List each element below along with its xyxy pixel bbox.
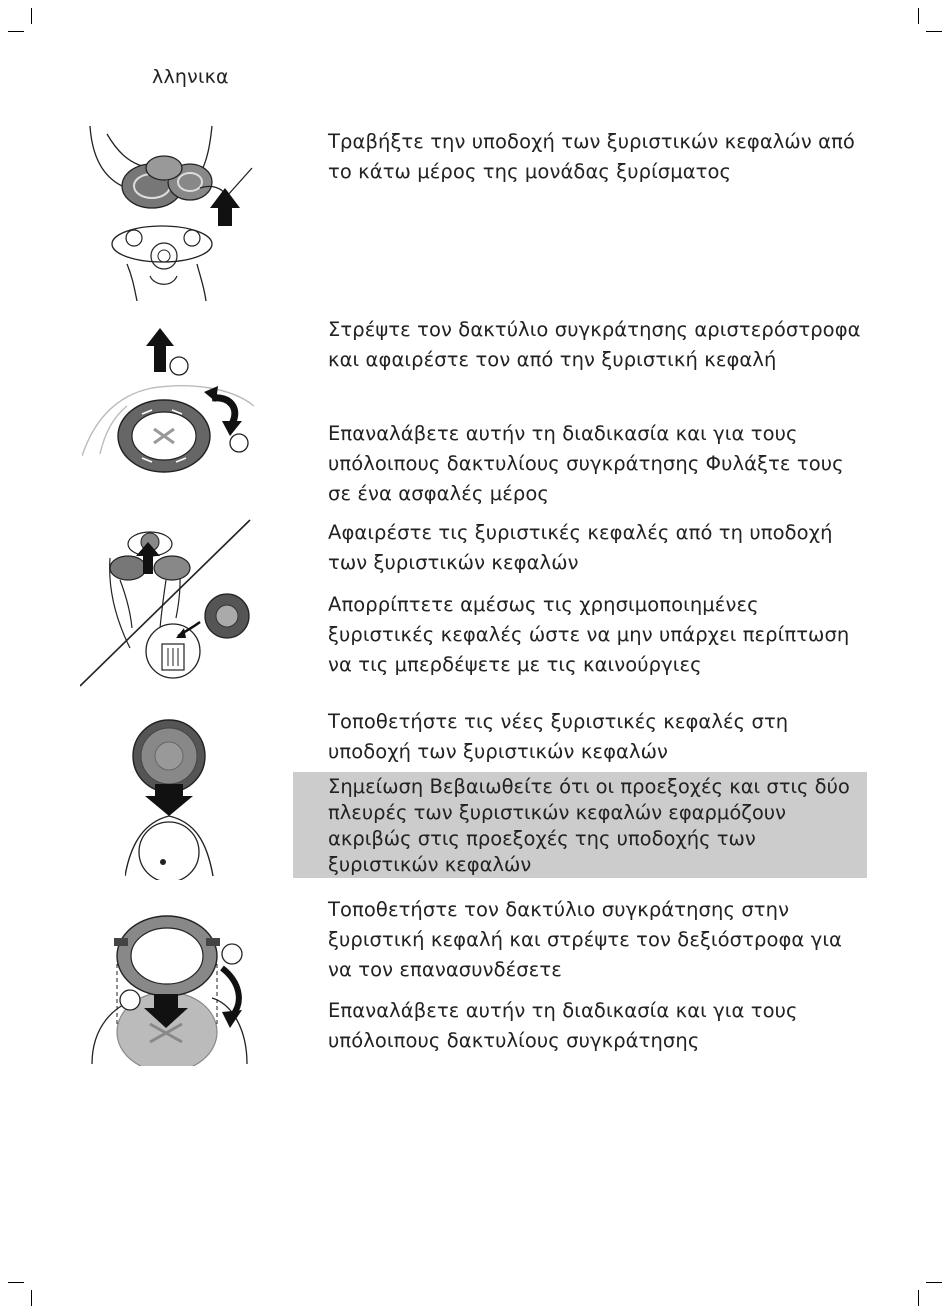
- crop-mark: [926, 1282, 942, 1283]
- page-header-language: λληνικα: [152, 66, 229, 88]
- step-3-text-1: Αφαιρέστε τις ξυριστικές κεφαλές από τη υποδοχή των ξυριστικών κεφαλών: [328, 521, 833, 574]
- illustration-remove-discard-heads: [80, 518, 255, 690]
- step-1-text: Τραβήξτε την υποδοχή των ξυριστικών κεφαλών από το κάτω μέρος της μονάδας ξυρίσματος: [328, 130, 855, 183]
- illustration-remove-holder: [82, 126, 257, 301]
- step-4-text: Τοποθετήστε τις νέες ξυριστικές κεφαλές στη υποδοχή των ξυριστικών κεφαλών: [328, 710, 789, 763]
- note-text: Σημείωση Βεβαιωθείτε ότι οι προεξοχές και στις δύο πλευρές των ξυριστικών κεφαλών εφαρμόζουν ακριβώς στις προεξοχές της υποδοχής των ξυριστικών κεφαλών: [328, 775, 850, 876]
- crop-mark: [8, 31, 24, 32]
- step-5-text-1: Τοποθετήστε τον δακτύλιο συγκράτησης στην ξυριστική κεφαλή και στρέψτε τον δεξιόστροφα για να τον επανασυνδέσετε: [328, 898, 842, 981]
- illustration-place-new-head: [125, 712, 255, 880]
- crop-mark: [926, 31, 942, 32]
- step-5-text-2: Επαναλάβετε αυτήν τη διαδικασία και για τους υπόλοιπους δακτυλίους συγκράτησης: [328, 999, 798, 1052]
- step-2-text-1: Στρέψτε τον δακτύλιο συγκράτησης αριστερόστροφα και αφαιρέστε τον από την ξυριστική κεφαλή: [328, 318, 861, 371]
- crop-mark: [31, 8, 32, 24]
- crop-mark: [918, 1290, 919, 1306]
- crop-mark: [918, 8, 919, 24]
- illustration-reattach-ring: [82, 904, 257, 1066]
- illustration-rotate-ring-off: [82, 326, 262, 476]
- step-2-text-2: Επαναλάβετε αυτήν τη διαδικασία και για τους υπόλοιπους δακτυλίους συγκράτησης Φυλάξτε τους σε ένα ασφαλές μέρος: [328, 422, 844, 505]
- step-3-text-2: Απορρίπτετε αμέσως τις χρησιμοποιημένες ξυριστικές κεφαλές ώστε να μην υπάρχει περίπτωση να τις μπερδέψετε με τις καινούργιες: [328, 593, 850, 676]
- crop-mark: [8, 1282, 24, 1283]
- crop-mark: [31, 1290, 32, 1306]
